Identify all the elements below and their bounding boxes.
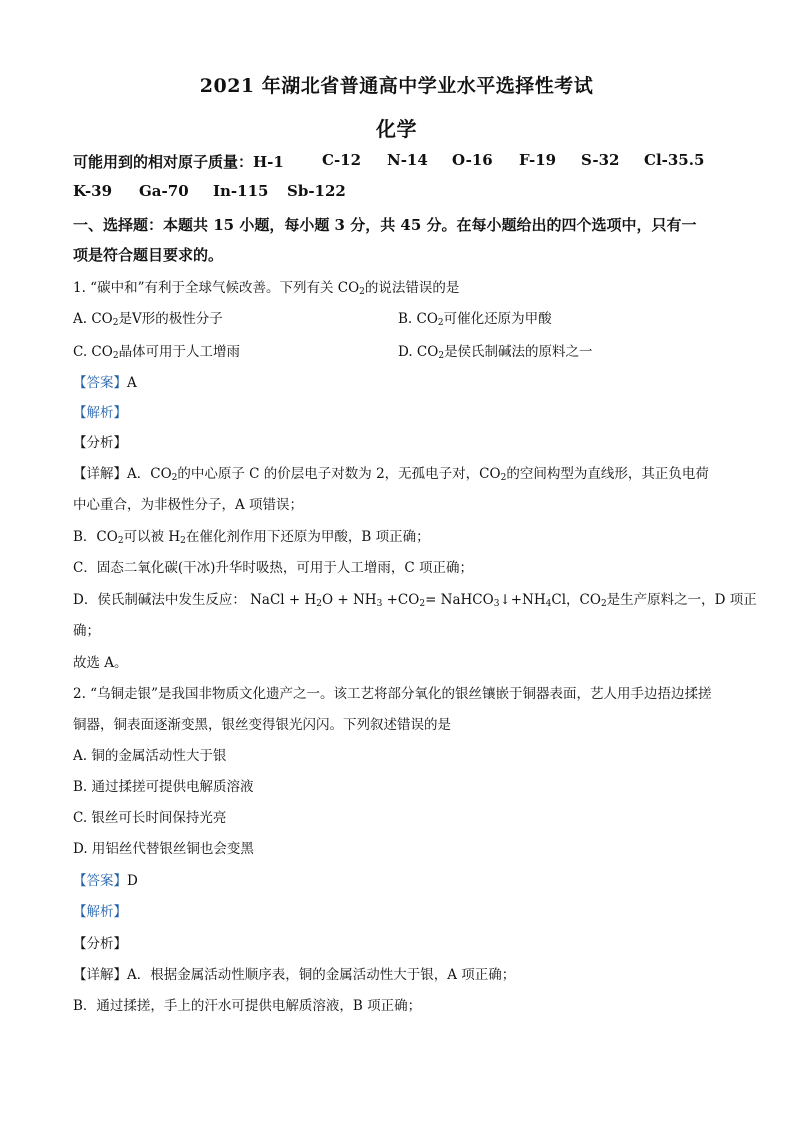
section-heading-cont: 项是符合题目要求的。 (73, 246, 224, 264)
section-heading: 一、选择题：本题共 15 小题，每小题 3 分，共 45 分。在每小题给出的四个选项中，只有一 (73, 216, 697, 234)
q1-detail-a: 【详解】A．$CO_2$的中心原子 C 的价层电子对数为 2，无孤电子对，$CO_2$的空间构型为直线形，其正负电荷 (73, 466, 709, 483)
q2-option-d: D. 用铝丝代替银丝铜也会变黑 (73, 841, 254, 857)
exam-title: 2021 年湖北省普通高中学业水平选择性考试 (199, 75, 594, 97)
q1-detail-c: C．固态二氧化碳(干冰)升华时吸热，可用于人工增雨，C 项正确； (73, 560, 473, 576)
atomic-mass: In-115 (213, 182, 269, 200)
q2-option-c: C. 银丝可长时间保持光亮 (73, 810, 227, 826)
atomic-mass: S-32 (581, 151, 620, 169)
q2-fenxi: 【分析】 (73, 936, 127, 952)
answer-tag: 【答案】 (73, 375, 127, 391)
q2-analysis-tag: 【解析】 (73, 904, 127, 920)
q2-option-a: A. 铜的金属活动性大于银 (73, 748, 227, 764)
q1-option-a: A. $CO_2$是V形的极性分子 (73, 311, 223, 328)
atomic-mass: Ga-70 (139, 182, 189, 200)
q1-detail-d: D．侯氏制碱法中发生反应： NaCl + $H_2O + NH_3 +CO_2=$ $NaHCO_3↓+NH_4Cl$，$CO_2$是生产原料之一，D 项正 (73, 592, 757, 609)
atomic-masses-row1 (73, 151, 733, 171)
atomic-mass: O-16 (452, 151, 493, 169)
atomic-masses-row2 (73, 182, 473, 202)
q1-fenxi: 【分析】 (73, 435, 127, 451)
exam-subject: 化学 (376, 117, 417, 141)
q1-answer: 【答案】A (73, 375, 137, 391)
atomic-mass: N-14 (387, 151, 428, 169)
q1-detail-d-cont: 确； (73, 623, 100, 639)
atomic-mass: Sb-122 (287, 182, 346, 200)
q2-stem: 2. “乌铜走银”是我国非物质文化遗产之一。该工艺将部分氧化的银丝镶嵌于铜器表面，艺人用手边捂边揉搓 (73, 686, 712, 702)
atomic-mass-label: 可能用到的相对原子质量：H-1 (73, 153, 284, 171)
atomic-mass: C-12 (322, 151, 362, 169)
q1-stem: 1. “碳中和”有利于全球气候改善。下列有关 $CO_2$的说法错误的是 (73, 280, 460, 297)
q2-option-b: B. 通过揉搓可提供电解质溶液 (73, 779, 254, 795)
q1-detail-a-cont: 中心重合，为非极性分子，A 项错误； (73, 497, 304, 513)
q1-option-b: B. $CO_2$可催化还原为甲酸 (398, 311, 552, 328)
q1-option-d: D. $CO_2$是侯氏制碱法的原料之一 (398, 344, 593, 361)
answer-tag: 【答案】 (73, 873, 127, 889)
q2-stem-cont: 铜器，铜表面逐渐变黑，银丝变得银光闪闪。下列叙述错误的是 (73, 717, 451, 733)
q1-detail-b: B．$CO_2$可以被 $H_2$在催化剂作用下还原为甲酸，B 项正确； (73, 529, 430, 546)
atomic-mass: Cl-35.5 (644, 151, 705, 169)
atomic-mass: K-39 (73, 182, 113, 200)
q1-option-c: C. $CO_2$晶体可用于人工增雨 (73, 344, 241, 361)
atomic-mass: F-19 (519, 151, 557, 169)
q2-answer: 【答案】D (73, 873, 138, 889)
q1-conclusion: 故选 A。 (73, 655, 128, 671)
q2-detail-b: B．通过揉搓，手上的汗水可提供电解质溶液，B 项正确； (73, 998, 422, 1014)
q1-analysis-tag: 【解析】 (73, 405, 127, 421)
q2-detail-a: 【详解】A．根据金属活动性顺序表，铜的金属活动性大于银，A 项正确； (73, 967, 516, 983)
